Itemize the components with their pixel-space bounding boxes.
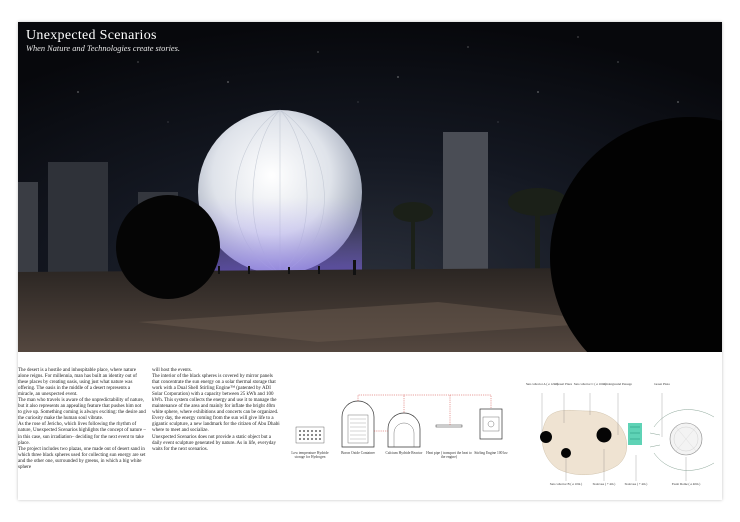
label-sun-collector-c: Sun collector C ( ø 16m ): [573, 382, 607, 386]
label-green-plaza: Green Plaza: [654, 382, 670, 386]
caption-hydride-storage: Low temperature Hydride storage for Hydrogen: [291, 451, 329, 460]
sun-collector-a: [540, 431, 552, 443]
poster: [18, 22, 722, 500]
caption-boron-container: Boron Oxide Container: [341, 451, 375, 455]
body-text-column-1: [18, 368, 146, 471]
energy-diagram-drawing: [290, 387, 510, 460]
caption-calcium-reactor: Calcium Hydride Reactor: [385, 451, 423, 455]
label-staircase-2: Staircase ( + 4m ): [624, 482, 648, 486]
sun-collector-c: [597, 428, 612, 443]
paragraph: As the rose of Jericho, which lives following the rhythm of nature, Unexpected Scenarios highlights the concept of nature –in this case, sun irradiation– deciding for the next event to take place.: [18, 422, 146, 446]
sun-collector-left: [116, 195, 220, 299]
dome-light-glow: [198, 197, 362, 274]
label-sun-collector-a: Sun collector A ( ø 12m ): [525, 382, 559, 386]
heat-pipe-icon: [436, 425, 462, 427]
energy-flow-lines: [358, 395, 491, 431]
paragraph: The man who travels is aware of the unpredictability of nature, but it also represents an appealing feature that pushes him not to give up. Something coming is always exciting: the desire and the curiosity make the human soul vibrate.: [18, 398, 146, 422]
body-text-column-2: [152, 368, 280, 453]
site-plan: [518, 377, 722, 497]
label-desert-plaza: Desert Plaza: [555, 382, 573, 386]
stirling-engine-icon: [480, 409, 502, 439]
night-render: [18, 22, 722, 352]
boron-container-icon: [342, 401, 374, 447]
label-staircase-1: Staircase ( + 4m ): [592, 482, 616, 486]
energy-system-diagram: [290, 387, 510, 497]
poster-subtitle: When Nature and Technologies create stories.: [26, 44, 180, 53]
render-illustration: [18, 22, 722, 352]
hydride-storage-icon: [296, 427, 324, 443]
desert-plaza-area: [542, 410, 627, 475]
sun-collector-b: [561, 448, 571, 458]
paragraph: The project includes two plazas, one made out of desert sand in which three black spheres used for collecting sun energy are set and the other one, surrounded by greens, in which a big white sphere: [18, 446, 146, 470]
caption-heat-pipe: Heat pipe ( transport the heat to the engine): [426, 451, 472, 460]
caption-stirling-engine: Stirling Engine 100 kw: [474, 451, 508, 455]
reactor-icon: [388, 413, 420, 447]
underground-passage: [628, 423, 642, 445]
label-sun-collector-b: Sun collector B ( ø 10m ): [549, 482, 583, 486]
paragraph: will host the events.: [152, 368, 192, 373]
paragraph: Unexpected Scenarios does not provide a static object but a daily event sculpture generated by nature. As in life, everyday waits for the next scenarios.: [152, 434, 276, 452]
poster-title: Unexpected Scenarios: [26, 28, 157, 43]
paragraph: The interior of the black spheres is covered by mirror panels that concentrate the sun energy on a solar thermal storage that work with a Dual Shell Stirling Engine™ (patented by ADI Solar Corporation) with a capacity between 25 kWh and 100 kWh. This system collects the energy and use it to manage the maintenance of the area and mainly for inflate the bright 40m white sphere, where exhibitions and concerts can be organized. Every day, the energy coming from the sun will give life to a gigantic sculpture, a new landmark for the citizen of Abu Dhabi where to meet and socialize.: [152, 374, 280, 434]
site-plan-drawing: [518, 377, 722, 497]
label-underground-passage: Underground Passage: [604, 382, 632, 386]
label-event-dome: Event Dome ( ø 40m ): [671, 482, 701, 486]
paragraph: The desert is a hostile and inhospitable place, where nature alone reigns. For millennia, man has built an identity out of these places by creating oasis, using just what nature was offering. The oasis in the middle of a desert represents a miracle, an unexpected event.: [18, 368, 137, 398]
